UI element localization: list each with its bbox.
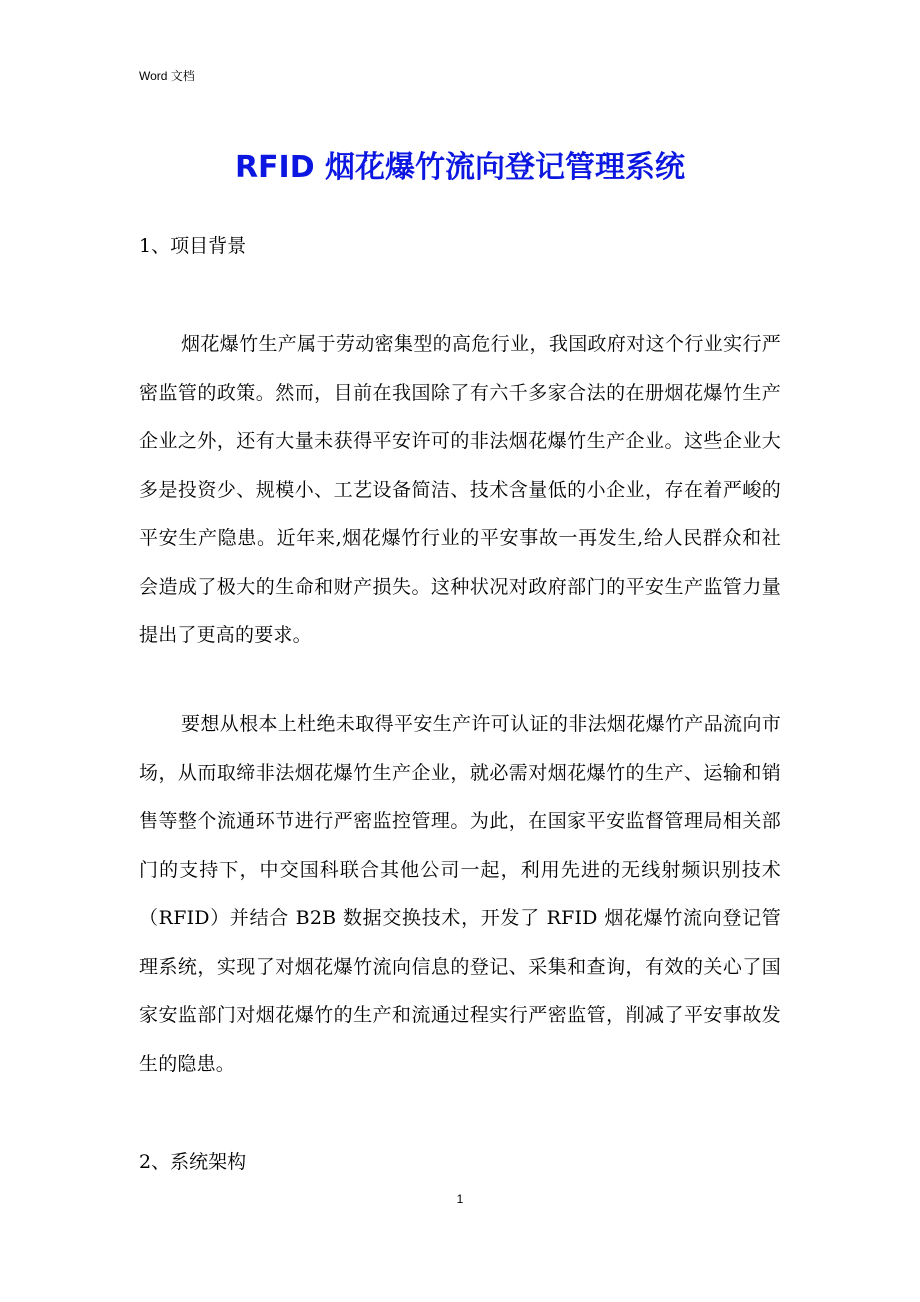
document-title: RFID 烟花爆竹流向登记管理系统 xyxy=(234,150,686,185)
page-number: 1 xyxy=(456,1192,464,1206)
paragraph-background-1: 烟花爆竹生产属于劳动密集型的高危行业，我国政府对这个行业实行严密监管的政策。然而，目前在我国除了有六千多家合法的在册烟花爆竹生产企业之外，还有大量未获得平安许可的非法烟花爆竹生产企业。这些企业大多是投资少、规模小、工艺设备简洁、技术含量低的小企业，存在着严峻的平安生产隐患。近年来,烟花爆竹行业的平安事故一再发生,给人民群众和社会造成了极大的生命和财产损失。这种状况对政府部门的平安生产监管力量提出了更高的要求。 xyxy=(139,333,781,646)
document-header-label: Word 文档 xyxy=(139,69,195,83)
section-heading-background: 1、项目背景 xyxy=(139,235,247,257)
paragraph-background-2: 要想从根本上杜绝未取得平安生产许可认证的非法烟花爆竹产品流向市场，从而取缔非法烟花爆竹生产企业，就必需对烟花爆竹的生产、运输和销售等整个流通环节进行严密监控管理。为此，在国家平安监督管理局相关部门的支持下，中交国科联合其他公司一起，利用先进的无线射频识别技术（RFID）并结合 B2B 数据交换技术，开发了 RFID 烟花爆竹流向登记管理系统，实现了对烟花爆竹流向信息的登记、采集和查询，有效的关心了国家安监部门对烟花爆竹的生产和流通过程实行严密监管，削减了平安事故发生的隐患。 xyxy=(139,713,781,1075)
section-heading-architecture: 2、系统架构 xyxy=(139,1151,247,1173)
